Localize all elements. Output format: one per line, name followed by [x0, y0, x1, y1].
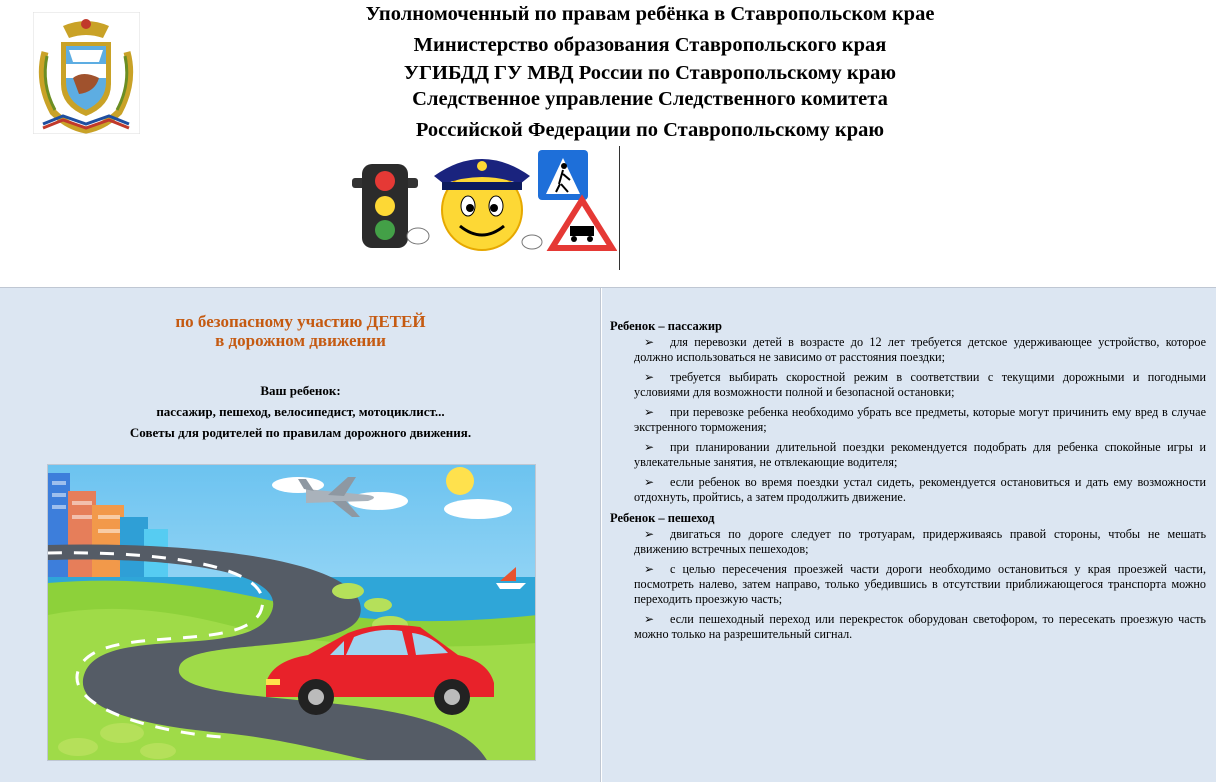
section-heading-passenger: Ребенок – пассажир — [610, 319, 722, 333]
arrow-bullet-icon: ➢ — [644, 475, 655, 489]
title-line-1: по безопасному участию ДЕТЕЙ — [175, 312, 426, 331]
list-item: ➢ при планировании длительной поездки рекомендуется подобрать для ребенка спокойные игры и увлекательные занятия, не отвлекающие водителя; — [634, 440, 1206, 469]
right-panel — [602, 288, 1216, 782]
leaflet-title — [0, 312, 601, 350]
list-item: ➢ с целью пересечения проезжей части дороги необходимо остановиться у края проезжей части, посмотреть налево, затем направо, только убедившись в отсутствии приближающегося транспорта можно переходить проезжую часть; — [634, 562, 1206, 606]
road-car-illustration — [47, 464, 536, 761]
org-line-5: Российской Федерации по Ставропольскому краю — [415, 119, 885, 141]
list-item: ➢ если ребенок во время поездки устал сидеть, рекомендуется остановиться и дать ему возможности отдохнуть, пройтись, а затем продолжить движение. — [634, 475, 1206, 504]
org-line-1: Уполномоченный по правам ребёнка в Ставропольском крае — [365, 3, 935, 25]
leaflet-subtitle — [0, 380, 601, 443]
arrow-bullet-icon: ➢ — [644, 527, 655, 541]
arrow-bullet-icon: ➢ — [644, 405, 655, 419]
list-item: ➢ для перевозки детей в возрасте до 12 лет требуется детское удерживающее устройство, которое должно использоваться не зависимо от расстояния поездки; — [634, 335, 1206, 364]
pedestrian-advice-list — [610, 527, 1206, 642]
left-panel — [0, 288, 601, 782]
title-line-2: в дорожном движении — [215, 331, 386, 350]
subtitle-line-1: Ваш ребенок: — [260, 383, 341, 398]
list-item: ➢ при перевозке ребенка необходимо убрать все предметы, которые могут причинить ему вред в случае экстренного торможения; — [634, 405, 1206, 434]
traffic-mascot-illustration — [342, 144, 617, 256]
org-line-2: Министерство образования Ставропольского края — [413, 34, 887, 56]
arrow-bullet-icon: ➢ — [644, 612, 655, 626]
header-section — [0, 0, 1216, 288]
advice-content — [610, 318, 1206, 647]
list-item: ➢ требуется выбирать скоростной режим в соответствии с текущими дорожными и погодными условиями для возможности полной и безопасной остановки; — [634, 370, 1206, 399]
arrow-bullet-icon: ➢ — [644, 440, 655, 454]
issuing-organizations — [255, 0, 1045, 145]
section-heading-pedestrian: Ребенок – пешеход — [610, 511, 715, 525]
road-scene-picture — [48, 465, 536, 761]
coat-of-arms-emblem — [33, 12, 140, 134]
arrow-bullet-icon: ➢ — [644, 335, 655, 349]
list-item: ➢ двигаться по дороге следует по тротуарам, придерживаясь правой стороны, чтобы не мешать движению встречных пешеходов; — [634, 527, 1206, 556]
subtitle-line-2: пассажир, пешеход, велосипедист, мотоциклист... — [156, 404, 445, 419]
passenger-advice-list — [610, 335, 1206, 505]
divider-line — [619, 146, 620, 270]
org-line-3: УГИБДД ГУ МВД России по Ставропольскому краю — [403, 62, 897, 84]
arrow-bullet-icon: ➢ — [644, 562, 655, 576]
arrow-bullet-icon: ➢ — [644, 370, 655, 384]
list-item: ➢ если пешеходный переход или перекресток оборудован светофором, то пересекать проезжую часть можно только на разрешительный сигнал. — [634, 612, 1206, 641]
subtitle-line-3: Советы для родителей по правилам дорожного движения. — [129, 425, 472, 440]
org-line-4: Следственное управление Следственного комитета — [412, 88, 888, 110]
